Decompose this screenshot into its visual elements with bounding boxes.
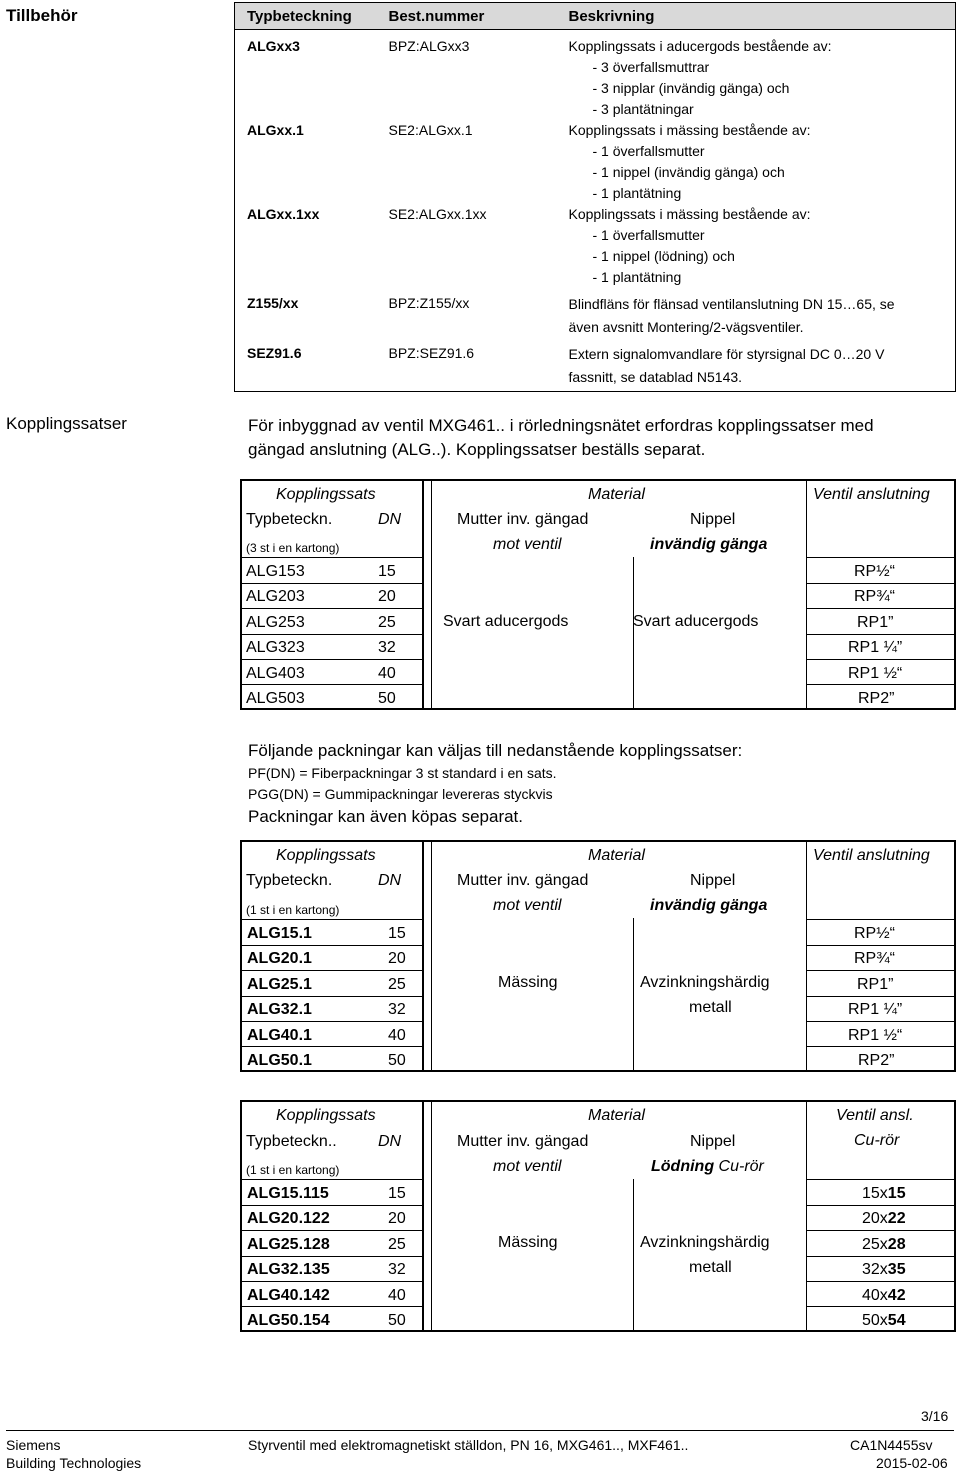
table-row-dn: 20 (388, 950, 406, 967)
table-row-dn: 40 (378, 665, 396, 682)
footer-company: Siemens (6, 1437, 61, 1453)
table-row-typ: ALG253 (246, 614, 305, 631)
header-typbeteckning: Typbeteckning (235, 3, 377, 30)
description-sub: - 1 nippel (lödning) och (592, 248, 735, 264)
ventil-size: 32x (862, 1261, 888, 1278)
table-row-ventil: RP½“ (854, 563, 895, 580)
table-row-ventil: RP½“ (854, 925, 895, 942)
table-row-dn: 20 (388, 1210, 406, 1227)
table-row-ventil: RP1 ½“ (848, 1027, 903, 1044)
description-sub: - 1 nippel (invändig gänga) och (592, 164, 785, 180)
description-sub: - 1 plantätning (592, 185, 682, 201)
header-beskrivning: Beskrivning (557, 3, 956, 30)
table-row-typ: ALG15.1 (247, 925, 312, 942)
table-row-dn: 40 (388, 1287, 406, 1304)
header-material: Material (588, 486, 645, 503)
table-row-typ: ALG203 (246, 588, 305, 605)
desc-cell (557, 339, 956, 392)
intro-line: gängad anslutning (ALG..). Kopplingssatser beställs separat. (248, 440, 706, 459)
nippel-material: Avzinkningshärdig (640, 1234, 770, 1251)
type-cell: SEZ91.6 (247, 345, 302, 361)
order-cell: SE2:ALGxx.1 (388, 122, 473, 138)
table-row-dn: 32 (388, 1261, 406, 1278)
header-invandig-ganga: invändig gänga (650, 536, 768, 553)
accessories-table (234, 2, 956, 392)
table-row-typ: ALG15.115 (247, 1185, 329, 1202)
table-row-ventil (862, 1288, 906, 1304)
description-continued: även avsnitt Montering/2-vägsventiler. (568, 319, 804, 335)
table-row-typ: ALG50.154 (247, 1312, 330, 1329)
table-row-ventil: RP1 ¼” (848, 1001, 903, 1018)
table-row-dn: 25 (388, 1236, 406, 1253)
nippel-material: Avzinkningshärdig (640, 974, 770, 991)
table-row-typ: ALG503 (246, 690, 305, 707)
header-ventil-anslutning: Ventil anslutning (813, 847, 930, 864)
description: Kopplingssats i mässing bestående av: (568, 122, 811, 138)
page-number: 3/16 (921, 1408, 949, 1424)
ventil-size-bold: 15 (887, 1185, 906, 1202)
mutter-material: Mässing (498, 974, 558, 991)
description-sub: - 1 överfallsmutter (592, 143, 705, 159)
table-row-ventil: RP¾“ (854, 950, 895, 967)
packing-title: Följande packningar kan väljas till nedanstående kopplingssatser: (248, 741, 743, 760)
order-cell: BPZ:ALGxx3 (388, 38, 470, 54)
header-invandig-ganga: invändig gänga (650, 897, 768, 914)
desc-cell (557, 204, 956, 288)
type-cell: ALGxx.1xx (247, 206, 320, 222)
header-ventil-anslutning: Ventil anslutning (813, 486, 930, 503)
ventil-size-bold: 22 (887, 1210, 906, 1227)
description-sub: - 1 överfallsmutter (592, 227, 705, 243)
description-sub: - 3 överfallsmuttrar (592, 59, 710, 75)
header-kartong: (1 st i en kartong) (246, 903, 340, 917)
footer-document-title: Styrventil med elektromagnetiskt ställdon, PN 16, MXG461.., MXF461.. (248, 1437, 689, 1453)
mutter-material: Mässing (498, 1234, 558, 1251)
table-row-ventil: RP1 ½“ (848, 665, 903, 682)
header-ventil-ansl: Ventil ansl. (836, 1107, 914, 1124)
header-nippel: Nippel (690, 872, 736, 889)
table-row-dn: 15 (378, 563, 396, 580)
packing-note: Packningar kan även köpas separat. (248, 807, 524, 826)
table-row-ventil: RP2” (858, 690, 895, 707)
table-row-ventil: RP1 ¼” (848, 639, 903, 656)
description: Blindfläns för flänsad ventilanslutning DN 15…65, se (568, 296, 895, 312)
type-cell: ALGxx3 (247, 38, 300, 54)
table-row-typ: ALG32.135 (247, 1261, 330, 1278)
table-row-typ: ALG40.142 (247, 1287, 330, 1304)
table-row-ventil (862, 1313, 906, 1329)
coupling-table-massing (240, 840, 956, 1072)
intro-paragraph (248, 414, 874, 462)
header-best-nummer: Best.nummer (377, 3, 557, 30)
table-row-ventil: RP¾“ (854, 588, 895, 605)
desc-cell (557, 288, 956, 339)
type-cell: Z155/xx (247, 295, 299, 311)
table-row-typ: ALG32.1 (247, 1001, 312, 1018)
footer-company-division: Building Technologies (6, 1455, 142, 1471)
header-material: Material (588, 1107, 645, 1124)
order-cell: BPZ:SEZ91.6 (388, 345, 475, 361)
ventil-size-bold: 28 (887, 1236, 906, 1253)
header-typbeteckn: Typbeteckn. (246, 872, 333, 889)
description-continued: fassnitt, se datablad N5143. (568, 369, 743, 385)
header-mot-ventil: mot ventil (493, 536, 562, 553)
table-row-typ: ALG403 (246, 665, 305, 682)
header-material: Material (588, 847, 645, 864)
header-kartong: (1 st i en kartong) (246, 1163, 340, 1177)
table-row (235, 120, 956, 204)
table-row-ventil (862, 1211, 906, 1227)
header-dn: DN (378, 1133, 402, 1150)
description: Kopplingssats i aducergods bestående av: (568, 38, 832, 54)
header-lodning: Lödning (651, 1158, 715, 1175)
table-row-ventil (862, 1262, 906, 1278)
description: Extern signalomvandlare för styrsignal DC 0…20 V (568, 346, 885, 362)
header-typbeteckn: Typbeteckn. (246, 511, 333, 528)
table-row-dn: 25 (388, 976, 406, 993)
table-row-dn: 50 (388, 1052, 406, 1069)
header-dn: DN (378, 511, 402, 528)
nippel-material-continued: metall (689, 1259, 732, 1276)
ventil-size: 25x (862, 1236, 888, 1253)
header-kartong: (3 st i en kartong) (246, 541, 340, 555)
table-row-dn: 32 (378, 639, 396, 656)
table-row (235, 339, 956, 392)
table-row (235, 30, 956, 121)
ventil-size: 15x (862, 1185, 888, 1202)
footer-divider (6, 1430, 954, 1431)
table-row-dn: 50 (388, 1312, 406, 1329)
table-row-typ: ALG20.1 (247, 950, 312, 967)
description-sub: - 1 plantätning (592, 269, 682, 285)
section-heading-kopplingssatser: Kopplingssatser (6, 414, 127, 433)
packing-pf: PF(DN) = Fiberpackningar 3 st standard i en sats. (248, 765, 557, 781)
header-typbeteckn: Typbeteckn.. (246, 1133, 337, 1150)
desc-cell (557, 30, 956, 121)
ventil-size-bold: 42 (887, 1287, 906, 1304)
footer-date: 2015-02-06 (876, 1455, 948, 1471)
ventil-size-bold: 54 (887, 1312, 906, 1329)
table-row-typ: ALG40.1 (247, 1027, 312, 1044)
accessories-header-row (235, 3, 956, 30)
header-mutter: Mutter inv. gängad (457, 1133, 589, 1150)
intro-line: För inbyggnad av ventil MXG461.. i rörledningsnätet erfordras kopplingssatser med (248, 416, 874, 435)
table-row-typ: ALG323 (246, 639, 305, 656)
header-kopplingssats: Kopplingssats (276, 847, 376, 864)
ventil-size: 40x (862, 1287, 888, 1304)
table-row-ventil (862, 1237, 906, 1253)
header-nippel: Nippel (690, 511, 736, 528)
table-row (235, 204, 956, 288)
table-row-typ: ALG25.1 (247, 976, 312, 993)
table-row-ventil: RP2” (858, 1052, 895, 1069)
mutter-material: Svart aducergods (443, 613, 569, 630)
table-row-dn: 20 (378, 588, 396, 605)
desc-cell (557, 120, 956, 204)
table-row-dn: 32 (388, 1001, 406, 1018)
header-nippel: Nippel (690, 1133, 736, 1150)
table-row-typ: ALG25.128 (247, 1236, 330, 1253)
table-row-ventil: RP1” (857, 614, 894, 631)
ventil-size: 20x (862, 1210, 888, 1227)
description: Kopplingssats i mässing bestående av: (568, 206, 811, 222)
header-kopplingssats: Kopplingssats (276, 1107, 376, 1124)
ventil-size: 50x (862, 1312, 888, 1329)
coupling-table-aducergods (240, 479, 956, 710)
section-heading-tillbehor: Tillbehör (6, 6, 78, 25)
nippel-material-continued: metall (689, 999, 732, 1016)
table-row-dn: 15 (388, 1185, 406, 1202)
type-cell: ALGxx.1 (247, 122, 304, 138)
packing-pgg: PGG(DN) = Gummipackningar levereras styckvis (248, 786, 553, 802)
header-cu-ror: Cu-rör (854, 1132, 900, 1149)
table-row-typ: ALG50.1 (247, 1052, 312, 1069)
ventil-size-bold: 35 (887, 1261, 906, 1278)
header-kopplingssats: Kopplingssats (276, 486, 376, 503)
header-mot-ventil: mot ventil (493, 1158, 562, 1175)
footer-document-id: CA1N4455sv (850, 1437, 933, 1453)
header-mot-ventil: mot ventil (493, 897, 562, 914)
header-mutter: Mutter inv. gängad (457, 872, 589, 889)
table-row-typ: ALG153 (246, 563, 305, 580)
table-row-dn: 15 (388, 925, 406, 942)
table-row-dn: 25 (378, 614, 396, 631)
table-row-dn: 50 (378, 690, 396, 707)
table-row-ventil (862, 1186, 906, 1202)
header-nippel-cu-ror: Cu-rör (718, 1158, 764, 1175)
table-row (235, 288, 956, 339)
header-mutter: Mutter inv. gängad (457, 511, 589, 528)
description-sub: - 3 nipplar (invändig gänga) och (592, 80, 790, 96)
table-row-dn: 40 (388, 1027, 406, 1044)
order-cell: SE2:ALGxx.1xx (388, 206, 487, 222)
header-dn: DN (378, 872, 402, 889)
table-row-ventil: RP1” (857, 976, 894, 993)
description-sub: - 3 plantätningar (592, 101, 694, 117)
nippel-material: Svart aducergods (633, 613, 759, 630)
coupling-table-lodning (240, 1100, 956, 1332)
header-lodning-cu-ror (651, 1159, 764, 1175)
order-cell: BPZ:Z155/xx (388, 295, 470, 311)
table-row-typ: ALG20.122 (247, 1210, 330, 1227)
